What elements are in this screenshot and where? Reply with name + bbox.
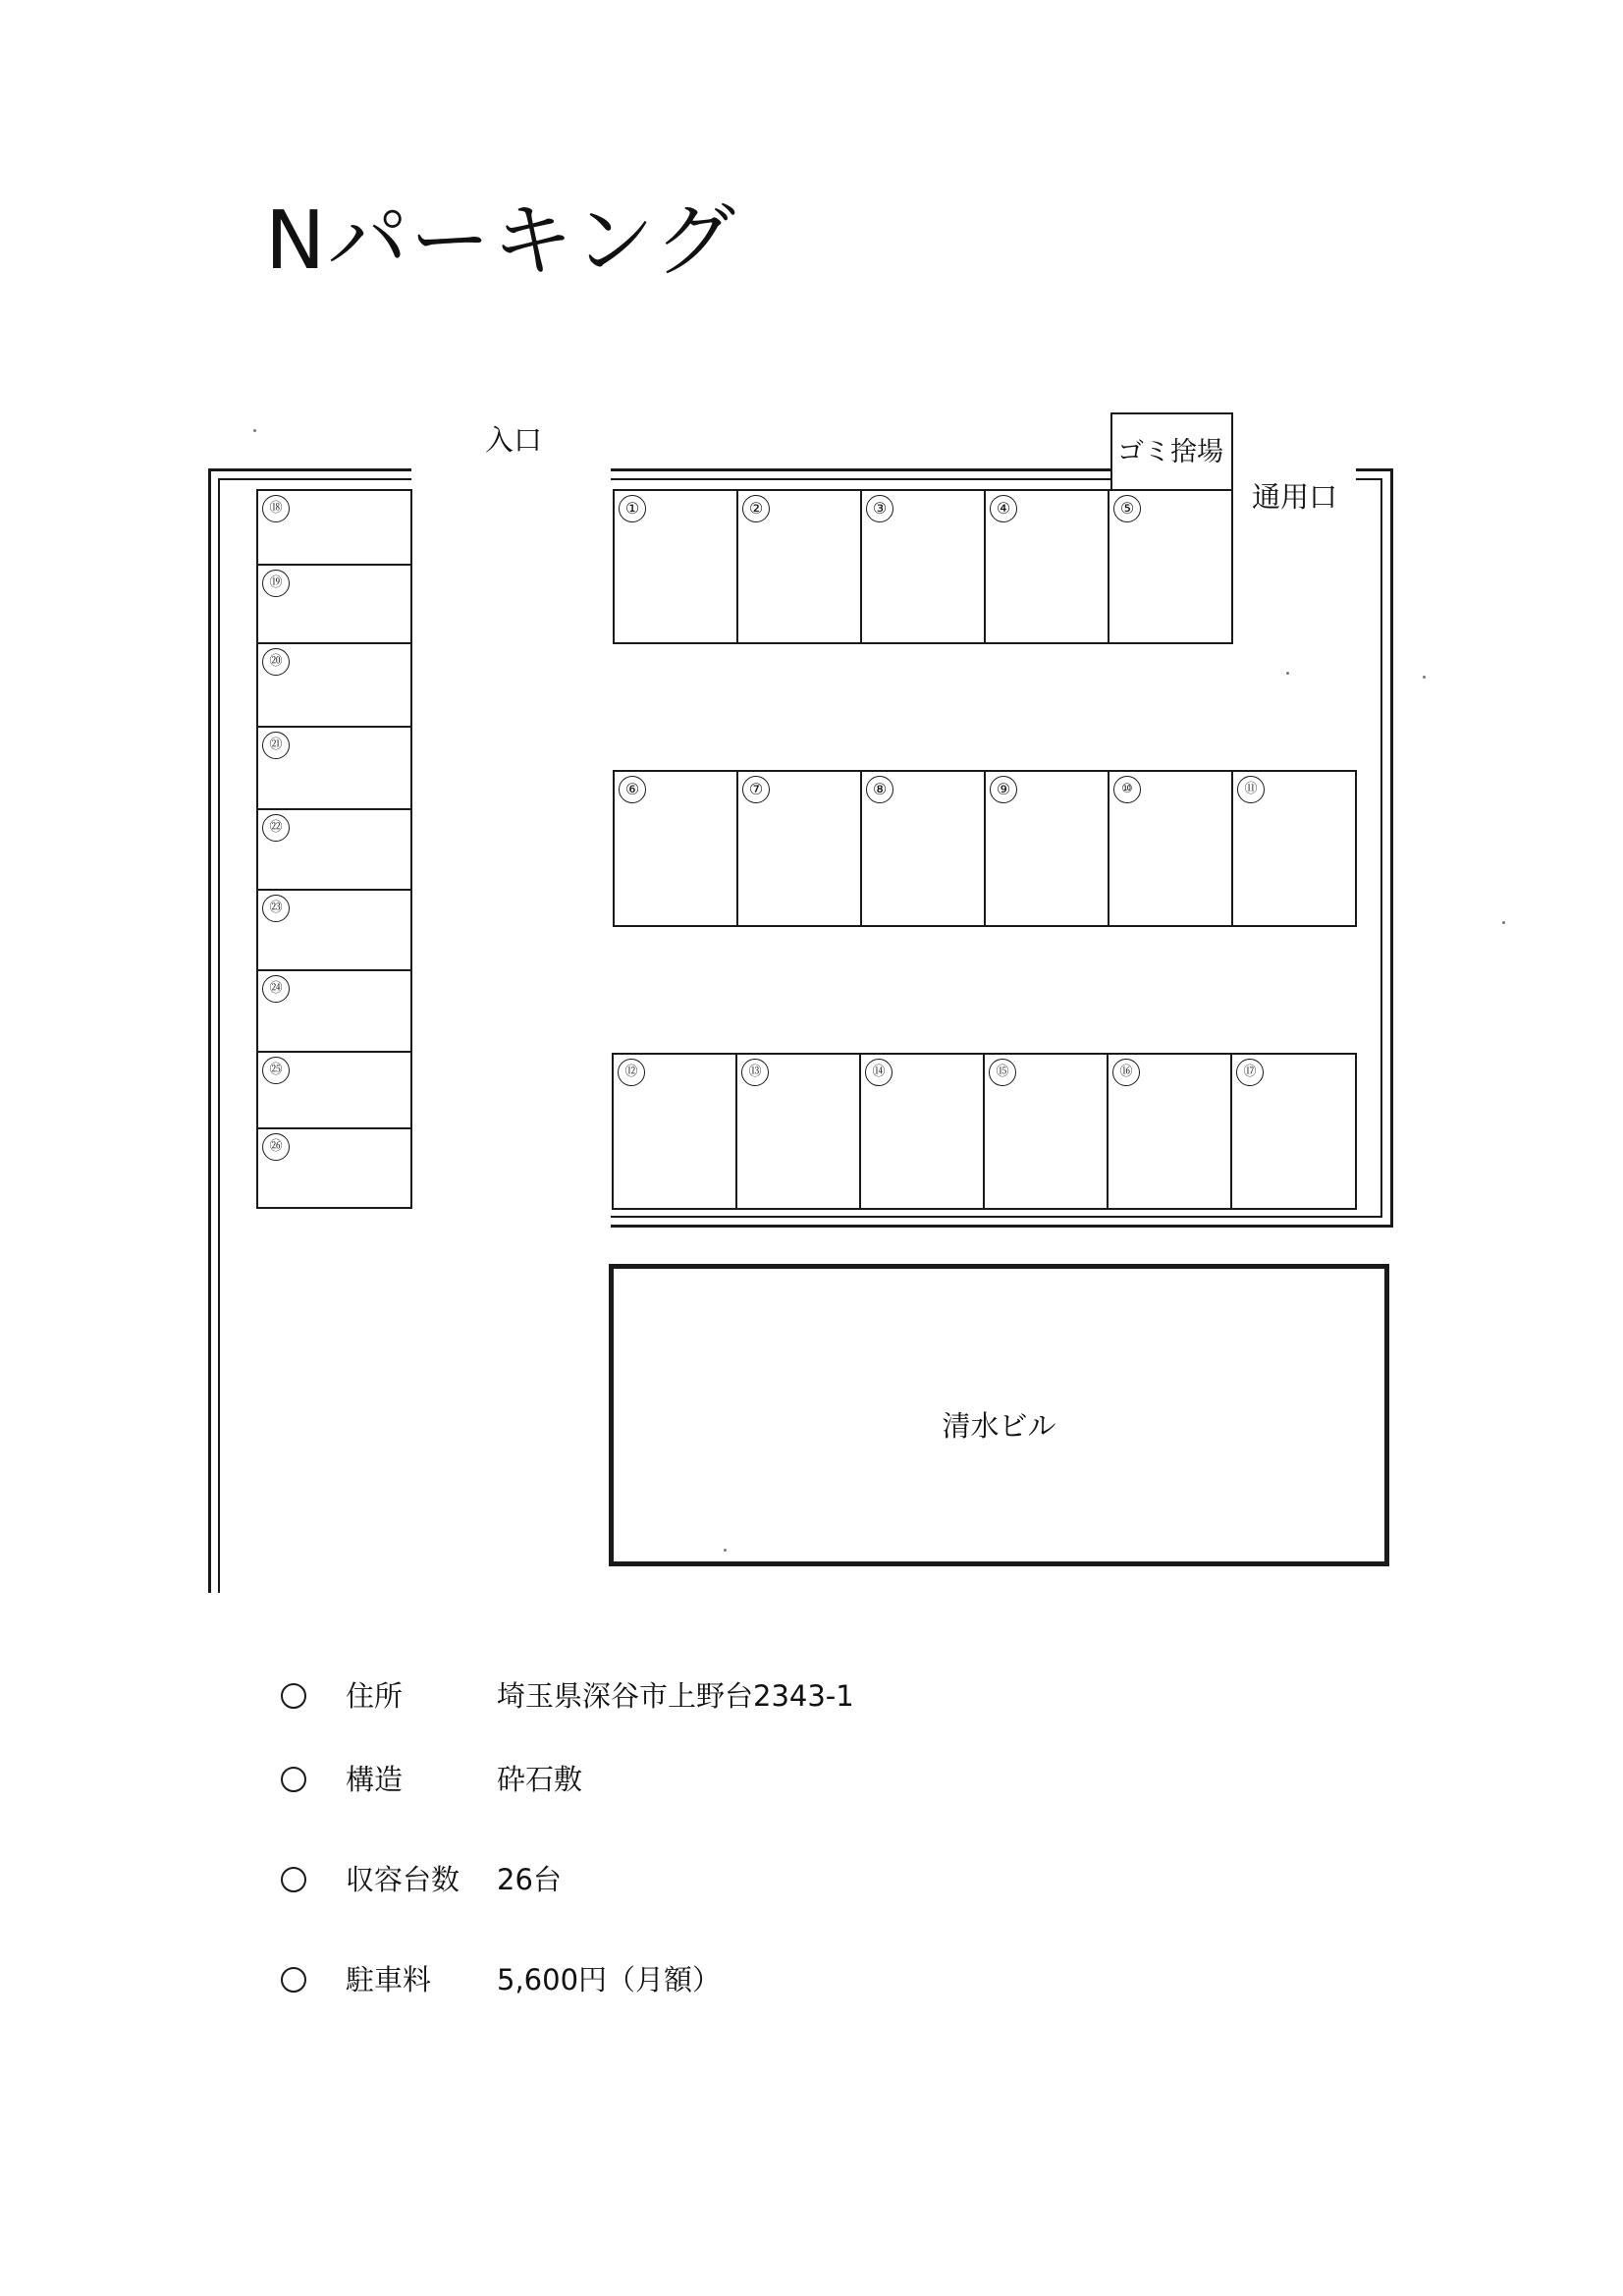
- space-number: ⑯: [1112, 1059, 1140, 1086]
- parking-space: [612, 1053, 737, 1210]
- space-number: ㉒: [262, 814, 290, 842]
- building: [609, 1264, 1389, 1566]
- space-number: ⑤: [1113, 495, 1141, 522]
- parking-space: [256, 642, 412, 728]
- bottom-wall: [611, 1225, 1393, 1228]
- info-value: 埼玉県深谷市上野台2343-1: [497, 1678, 854, 1713]
- parking-space: [613, 489, 738, 644]
- top-left-wall: [208, 468, 411, 471]
- space-number: ④: [990, 495, 1017, 522]
- space-number: ⑪: [1237, 776, 1265, 803]
- space-number: ⑲: [262, 570, 290, 597]
- right-wall: [1390, 468, 1393, 1228]
- space-number: ⑱: [262, 495, 290, 522]
- space-number: ⑫: [618, 1059, 645, 1086]
- info-label: 住所: [346, 1678, 404, 1713]
- parking-space: [983, 1053, 1109, 1210]
- parking-space: [1230, 1053, 1357, 1210]
- garbage-area: [1110, 412, 1233, 491]
- parking-space: [860, 770, 986, 927]
- parking-space: [984, 770, 1109, 927]
- info-label: 収容台数: [346, 1862, 460, 1896]
- space-number: ②: [742, 495, 770, 522]
- space-number: ⑦: [742, 776, 770, 803]
- parking-space: [256, 889, 412, 971]
- space-number: ㉖: [262, 1133, 290, 1161]
- parking-space: [256, 1051, 412, 1129]
- parking-space: [1231, 770, 1357, 927]
- space-number: ⑧: [866, 776, 893, 803]
- scan-speck: [1286, 672, 1289, 675]
- parking-space: [256, 489, 412, 566]
- top-right-wall: [1356, 468, 1392, 471]
- top-right-wall-inner: [1356, 478, 1382, 480]
- space-number: ⑳: [262, 648, 290, 676]
- parking-space: [984, 489, 1109, 644]
- info-value: 砕石敷: [497, 1762, 583, 1796]
- space-number: ③: [866, 495, 893, 522]
- space-number: ⑰: [1236, 1059, 1264, 1086]
- space-number: ⑭: [865, 1059, 893, 1086]
- scan-speck: [1423, 676, 1426, 679]
- scan-speck: [253, 429, 256, 432]
- space-number: ⑥: [619, 776, 646, 803]
- scan-speck: [1502, 921, 1505, 924]
- parking-space: [256, 564, 412, 644]
- top-left-wall-inner: [218, 478, 411, 480]
- parking-space: [1107, 1053, 1232, 1210]
- left-wall: [208, 468, 211, 1593]
- space-number: ⑨: [990, 776, 1017, 803]
- circle-bullet-icon: [281, 1867, 306, 1892]
- left-wall-inner: [218, 478, 220, 1593]
- parking-space: [256, 726, 412, 810]
- parking-space: [735, 1053, 861, 1210]
- space-number: ⑮: [989, 1059, 1016, 1086]
- info-label: 構造: [346, 1762, 404, 1796]
- space-number: ㉕: [262, 1057, 290, 1084]
- space-number: ⑩: [1113, 776, 1141, 803]
- parking-space: [736, 489, 862, 644]
- page-title: Nパーキング: [265, 194, 737, 288]
- garbage-label: ゴミ捨場: [1117, 437, 1223, 467]
- parking-space: [256, 808, 412, 891]
- info-row-structure: [281, 1764, 582, 1794]
- space-number: ①: [619, 495, 646, 522]
- bottom-wall-inner: [611, 1216, 1382, 1218]
- space-number: ㉔: [262, 975, 290, 1003]
- building-label: 清水ビル: [942, 1409, 1056, 1443]
- top-wall: [611, 468, 1111, 471]
- scan-speck: [724, 1549, 727, 1552]
- parking-space: [256, 969, 412, 1053]
- circle-bullet-icon: [281, 1767, 306, 1792]
- space-number: ⑬: [741, 1059, 769, 1086]
- circle-bullet-icon: [281, 1683, 306, 1709]
- service-entrance-label: 通用口: [1252, 480, 1338, 514]
- parking-space: [860, 489, 986, 644]
- right-wall-inner: [1380, 478, 1382, 1218]
- entrance-label: 入口: [485, 423, 543, 457]
- info-row-fee: [281, 1964, 721, 1995]
- info-label: 駐車料: [346, 1962, 432, 1996]
- info-value: 26台: [497, 1862, 562, 1896]
- info-value: 5,600円（月額）: [497, 1962, 722, 1996]
- space-number: ㉑: [262, 732, 290, 759]
- circle-bullet-icon: [281, 1967, 306, 1993]
- parking-space: [613, 770, 738, 927]
- parking-space: [1108, 489, 1233, 644]
- parking-space: [859, 1053, 985, 1210]
- space-number: ㉓: [262, 895, 290, 922]
- top-wall-inner: [611, 478, 1111, 480]
- parking-space: [736, 770, 862, 927]
- parking-space: [1108, 770, 1233, 927]
- parking-space: [256, 1127, 412, 1209]
- info-row-address: [281, 1680, 854, 1711]
- info-row-capacity: [281, 1864, 562, 1894]
